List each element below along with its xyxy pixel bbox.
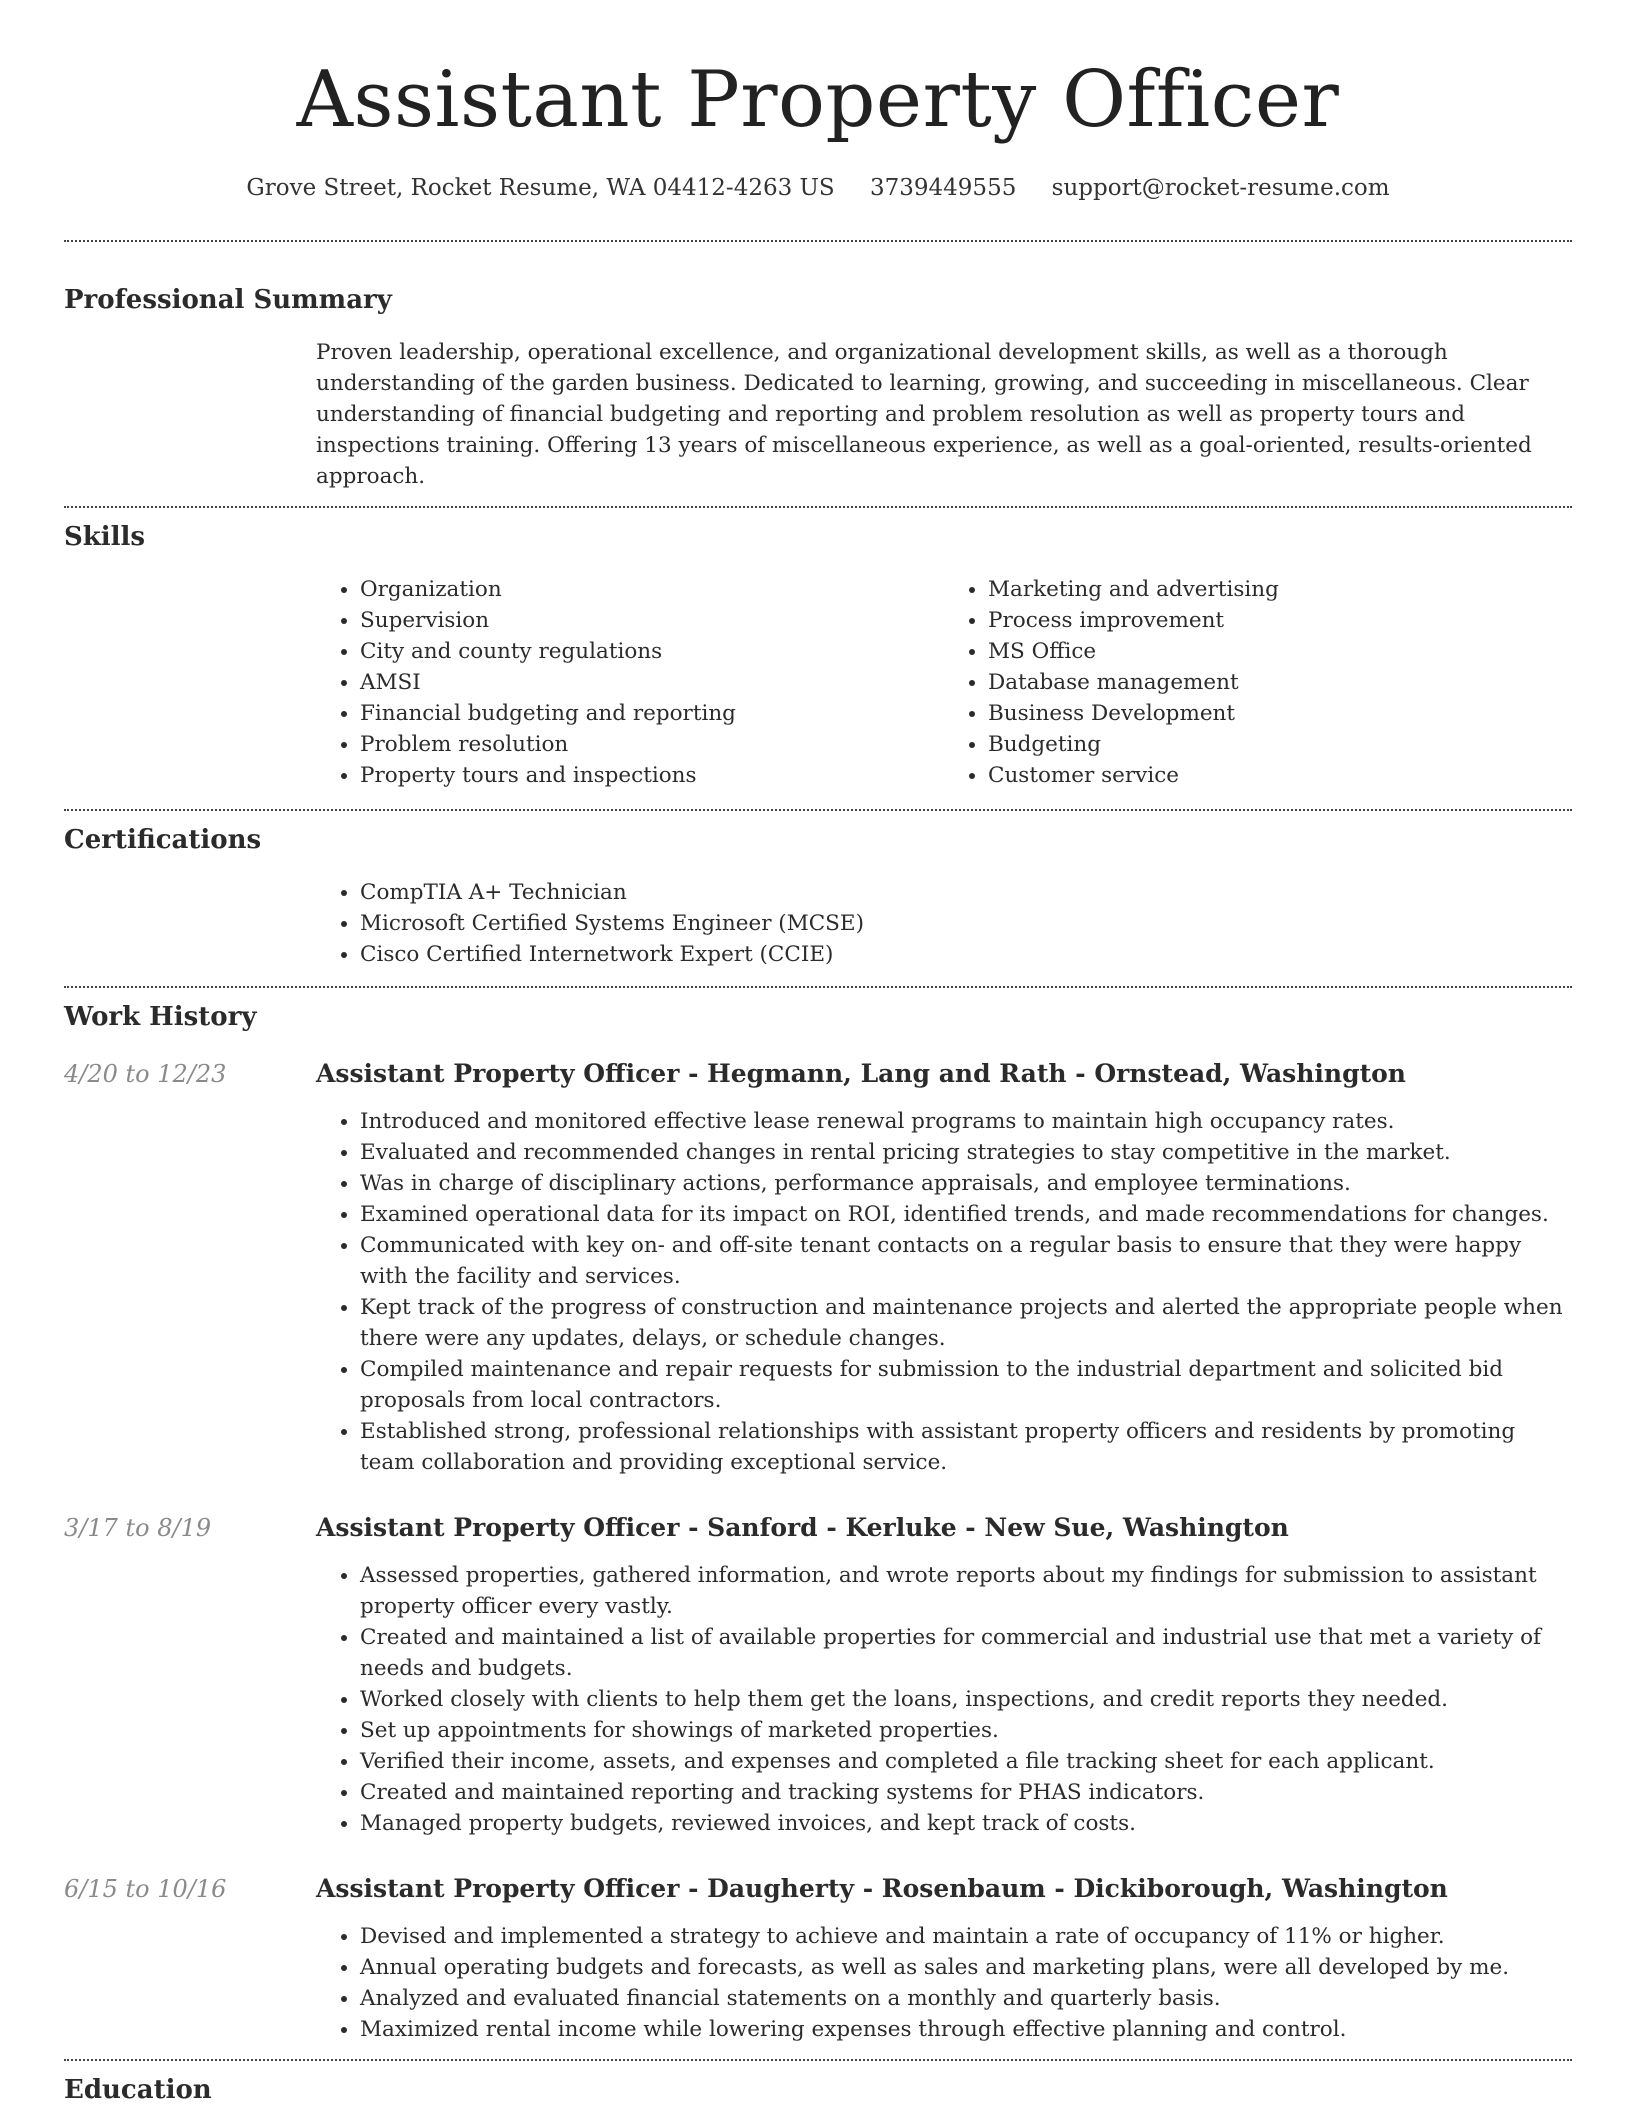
divider — [64, 986, 1572, 988]
job-bullet: • Analyzed and evaluated financial statements on a monthly and quarterly basis. — [360, 1983, 1572, 2014]
job-bullet: • Annual operating budgets and forecasts, as well as sales and marketing plans, were all developed by me. — [360, 1952, 1572, 1983]
skill-item: • AMSI — [360, 667, 944, 698]
work-history-section — [64, 1000, 1572, 2045]
job-bullet: • Introduced and monitored effective lease renewal programs to maintain high occupancy rates. — [360, 1106, 1572, 1137]
job-title: Assistant Property Officer - Hegmann, Lang and Rath - Ornstead, Washington — [316, 1059, 1406, 1088]
job-dates: 3/17 to 8/19 — [64, 1514, 212, 1542]
certifications-list — [316, 877, 1572, 970]
skill-item: • Business Development — [988, 698, 1572, 729]
section-title-certifications: Certifications — [64, 825, 262, 855]
job-bullet: • Verified their income, assets, and expenses and completed a file tracking sheet for each applicant. — [360, 1746, 1572, 1777]
job-bullet: • Assessed properties, gathered information, and wrote reports about my findings for submission to assistant property officer every vastly. — [360, 1560, 1572, 1622]
job-bullet: • Kept track of the progress of construction and maintenance projects and alerted the appropriate people when there were any updates, delays, or schedule changes. — [360, 1292, 1572, 1354]
skill-item: • Financial budgeting and reporting — [360, 698, 944, 729]
contact-phone: 3739449555 — [870, 175, 1017, 201]
job-bullet: • Was in charge of disciplinary actions, performance appraisals, and employee terminations. — [360, 1168, 1572, 1199]
skill-item: • Customer service — [988, 760, 1572, 791]
job-bullet: • Evaluated and recommended changes in rental pricing strategies to stay competitive in the market. — [360, 1137, 1572, 1168]
education-section — [64, 2073, 1572, 2107]
contact-email: support@rocket-resume.com — [1051, 175, 1390, 201]
skills-section — [64, 520, 1572, 791]
job-bullet: • Examined operational data for its impact on ROI, identified trends, and made recommendations for changes. — [360, 1199, 1572, 1230]
skill-item: • Budgeting — [988, 729, 1572, 760]
job-bullet: • Created and maintained reporting and tracking systems for PHAS indicators. — [360, 1777, 1572, 1808]
job-bullet: • Set up appointments for showings of marketed properties. — [360, 1715, 1572, 1746]
job-entry — [64, 1873, 1572, 2045]
job-bullets — [316, 1106, 1572, 1478]
job-title: Assistant Property Officer - Sanford - Kerluke - New Sue, Washington — [316, 1513, 1289, 1542]
section-title-work-history: Work History — [64, 1002, 257, 1032]
job-bullets — [316, 1921, 1572, 2045]
job-bullet: • Communicated with key on- and off-site tenant contacts on a regular basis to ensure that they were happy with the facility and services. — [360, 1230, 1572, 1292]
resume-page — [64, 0, 1572, 2107]
job-title: Assistant Property Officer - Daugherty - Rosenbaum - Dickiborough, Washington — [316, 1874, 1448, 1903]
skills-list-right — [944, 574, 1572, 791]
skill-item: • MS Office — [988, 636, 1572, 667]
job-bullet: • Devised and implemented a strategy to achieve and maintain a rate of occupancy of 11% or higher. — [360, 1921, 1572, 1952]
contact-line — [64, 172, 1572, 204]
job-entry — [64, 1512, 1572, 1839]
certification-item: • Cisco Certified Internetwork Expert (CCIE) — [360, 939, 1572, 970]
job-dates: 4/20 to 12/23 — [64, 1060, 227, 1088]
job-dates: 6/15 to 10/16 — [64, 1875, 227, 1903]
divider — [64, 2059, 1572, 2061]
job-details — [316, 1512, 1572, 1839]
job-details — [316, 1058, 1572, 1478]
skill-item: • City and county regulations — [360, 636, 944, 667]
job-bullet: • Managed property budgets, reviewed invoices, and kept track of costs. — [360, 1808, 1572, 1839]
skill-item: • Process improvement — [988, 605, 1572, 636]
skill-item: • Supervision — [360, 605, 944, 636]
divider — [64, 240, 1572, 242]
certification-item: • CompTIA A+ Technician — [360, 877, 1572, 908]
job-bullet: • Worked closely with clients to help them get the loans, inspections, and credit reports they needed. — [360, 1684, 1572, 1715]
certification-item: • Microsoft Certified Systems Engineer (MCSE) — [360, 908, 1572, 939]
resume-name: Assistant Property Officer — [296, 55, 1340, 145]
certifications-section — [64, 823, 1572, 970]
section-title-summary: Professional Summary — [64, 285, 392, 315]
job-details — [316, 1873, 1572, 2045]
skill-item: • Marketing and advertising — [988, 574, 1572, 605]
job-bullet: • Created and maintained a list of available properties for commercial and industrial use that met a variety of needs and budgets. — [360, 1622, 1572, 1684]
divider — [64, 506, 1572, 508]
section-title-skills: Skills — [64, 522, 146, 552]
jobs-container — [64, 1058, 1572, 2045]
contact-address: Grove Street, Rocket Resume, WA 04412-4263 US — [246, 175, 835, 201]
job-bullet: • Compiled maintenance and repair requests for submission to the industrial department and solicited bid proposals from local contractors. — [360, 1354, 1572, 1416]
summary-text: Proven leadership, operational excellence, and organizational development skills, as well as a thorough understanding of the garden business. Dedicated to learning, growing, and succeeding in miscellaneous. Clear understanding of financial budgeting and reporting and problem resolution as well as property tours and inspections training. Offering 13 years of miscellaneous experience, as well as a goal-oriented, results-oriented approach. — [316, 340, 1532, 489]
job-bullet: • Maximized rental income while lowering expenses through effective planning and control. — [360, 2014, 1572, 2045]
skill-item: • Database management — [988, 667, 1572, 698]
divider — [64, 809, 1572, 811]
job-bullets — [316, 1560, 1572, 1839]
skill-item: • Problem resolution — [360, 729, 944, 760]
summary-section — [64, 283, 1572, 492]
skill-item: • Organization — [360, 574, 944, 605]
job-bullet: • Established strong, professional relationships with assistant property officers and residents by promoting team collaboration and providing exceptional service. — [360, 1416, 1572, 1478]
skill-item: • Property tours and inspections — [360, 760, 944, 791]
section-title-education: Education — [64, 2075, 212, 2105]
job-entry — [64, 1058, 1572, 1478]
skills-list-left — [316, 574, 944, 791]
